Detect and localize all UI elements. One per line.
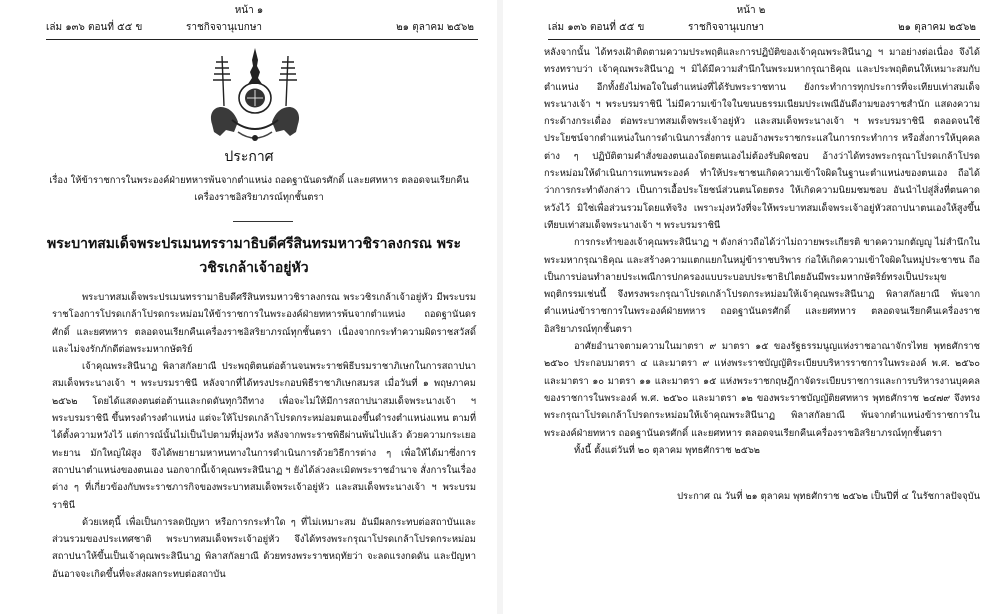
paragraph: ทั้งนี้ ตั้งแต่วันที่ ๒๐ ตุลาคม พุทธศักราช ๒๕๖๒ — [574, 444, 760, 456]
volume-issue: เล่ม ๑๓๖ ตอนที่ ๕๕ ข — [548, 22, 645, 33]
body-text — [52, 289, 476, 583]
title-divider — [233, 221, 293, 222]
gazette-name: ราชกิจจานุเบกษา — [688, 22, 765, 33]
paragraph: หลังจากนั้น ได้ทรงเฝ้าติดตามความประพฤติและการปฏิบัติของเจ้าคุณพระสินีนาฏ ฯ มาอย่างต่อเนื่อง จึงได้ทรงทราบว่า เจ้าคุณพระสินีนาฏ ฯ มิได้มีความสำนึกในพระมหากรุณาธิคุณ และประพฤติตนให้เหมาะสมกับตำแหน่ง อีกทั้งยังไม่พอใจในตำแหน่งที่ได้รับพระราชทาน ยังกระทำการทุกประการที่จะเทียบเท่าสมเด็จพระนางเจ้า ฯ พระบรมราชินี ไม่มีความเข้าใจในขนบธรรมเนียมประเพณีอันดีงามของราชสำนัก แสดงความกระด้างกระเดื่อง ต่อพระบาทสมเด็จพระเจ้าอยู่หัว และสมเด็จพระนางเจ้า ฯ พระบรมราชินี ตลอดจนใช้ประโยชน์จากตำแหน่งในการดำเนินการสั่งการ แอบอ้างพระราชกระแสในการกระทำการ หรือสั่งการให้บุคคลต่าง ๆ ปฏิบัติตามคำสั่งของตนเองโดยตนเองไม่ต้องรับผิดชอบ อ้างว่าได้ทรงพระกรุณาโปรดเกล้าโปรดกระหม่อมให้ดำเนินการแทนพระองค์ ทำให้ประชาชนเกิดความเข้าใจผิดในฐานะตำแหน่งของตนเอง ถือได้ว่าการกระทำดังกล่าว เป็นการเอื้อประโยชน์ส่วนตนโดยตรง ให้เกิดความนิยมชมชอบ อันนำไปสู่สิ่งที่ตนคาดหวังไว้ มิใช่เพื่อส่วนรวมโดยแท้จริง เพราะมุ่งหวังที่จะให้พระบาทสมเด็จพระเจ้าอยู่หัวสถาปนาตนเองให้สูงขึ้น เทียบเท่าสมเด็จพระนางเจ้า ฯ พระบรมราชินี — [544, 47, 980, 231]
royal-emblem-icon — [202, 46, 308, 144]
header-rule — [46, 39, 478, 40]
page-header — [8, 2, 490, 40]
king-title: พระบาทสมเด็จพระปรเมนทรรามาธิบดีศรีสินทรมหาวชิราลงกรณ พระวชิรเกล้าเจ้าอยู่หัว — [47, 236, 461, 276]
publication-date: ๒๑ ตุลาคม ๒๕๖๒ — [898, 22, 976, 33]
paragraph: ด้วยเหตุนี้ เพื่อเป็นการลดปัญหา หรือการกระทำใด ๆ ที่ไม่เหมาะสม อันมีผลกระทบต่อสถาบันและส่วนรวมของประเทศชาติ พระบาทสมเด็จพระเจ้าอยู่หัว จึงได้ทรงพระกรุณาโปรดเกล้าโปรดกระหม่อมสถาปนาให้ขึ้นเป็นเจ้าคุณพระสินีนาฏ พิลาสกัลยาณี ด้วยทรงพระราชหฤทัยว่า จะลดแรงกดดัน และปัญหาอันอาจจะเกิดขึ้นที่จะส่งผลกระทบต่อสถาบัน — [52, 516, 476, 580]
header-row — [46, 20, 478, 36]
page-number: หน้า ๑ — [234, 5, 264, 16]
page-gutter — [497, 0, 503, 614]
gazette-name: ราชกิจจานุเบกษา — [186, 22, 263, 33]
body-text — [544, 44, 980, 459]
header-rule — [548, 39, 980, 40]
paragraph: เจ้าคุณพระสินีนาฏ พิลาสกัลยาณี ประพฤติตนต่อต้านจนพระราชพิธีบรมราชาภิเษกในการสถาปนาสมเด็จพระนางเจ้า ฯ พระบรมราชินี หลังจากที่ได้ทรงประกอบพิธีราชาภิเษกสมรส เมื่อวันที่ ๑ พฤษภาคม ๒๕๖๒ โดยได้แสดงตนต่อต้านและกดดันทุกวิถีทาง เพื่อจะไม่ให้มีการสถาปนาสมเด็จพระนางเจ้า ฯ พระบรมราชินี ขึ้นทรงดำรงตำแหน่ง แต่จะให้โปรดเกล้าโปรดกระหม่อมตนเองขึ้นดำรงตำแหน่งแทน ตามที่ได้ตั้งความหวังไว้ แต่การณ์นั้นไม่เป็นไปตามที่มุ่งหวัง หลังจากพระราชพิธีผ่านพ้นไปแล้ว ด้วยความกระเยอทะยาน มักใหญ่ใฝ่สูง จึงได้พยายามหาหนทางในการดำเนินการด้วยวิธีการต่าง ๆ เพื่อให้ได้มาซึ่งการสถาปนาตำแหน่งของตนเอง นอกจากนี้เจ้าคุณพระสินีนาฏ ฯ ยังได้ล่วงละเมิดพระราชอำนาจ สั่งการในเรื่องต่าง ๆ ที่เกี่ยวข้องกับพระราชภารกิจของพระบาทสมเด็จพระเจ้าอยู่หัว และสมเด็จพระนางเจ้า ฯ พระบรมราชินี — [52, 361, 476, 511]
page-header — [510, 2, 992, 40]
paragraph: อาศัยอำนาจตามความในมาตรา ๙ มาตรา ๑๕ ของรัฐธรรมนูญแห่งราชอาณาจักรไทย พุทธศักราช ๒๕๖๐ ประกอบมาตรา ๔ และมาตรา ๙ แห่งพระราชบัญญัติระเบียบบริหารราชการในพระองค์ พ.ศ. ๒๕๖๐ และมาตรา ๑๐ มาตรา ๑๑ และมาตรา ๑๕ แห่งพระราชกฤษฎีกาจัดระเบียบราชการและการบริหารงานบุคคลของราชการในพระองค์ พ.ศ. ๒๕๖๐ และมาตรา ๑๒ ของพระราชบัญญัติยศทหาร พุทธศักราช ๒๔๗๙ จึงทรงพระกรุณาโปรดเกล้าโปรดกระหม่อมให้เจ้าคุณพระสินีนาฏ พิลาสกัลยาณี พ้นจากตำแหน่งข้าราชการในพระองค์ฝ่ายทหาร ถอดฐานันดรศักดิ์ และยศทหาร ตลอดจนเรียกคืนเครื่องราชอิสริยาภรณ์ทุกชั้นตรา — [544, 341, 980, 439]
header-row — [548, 20, 980, 36]
gazette-page-1 — [8, 0, 490, 614]
page-number: หน้า ๒ — [736, 5, 766, 16]
publication-date: ๒๑ ตุลาคม ๒๕๖๒ — [396, 22, 474, 33]
gazette-page-2 — [510, 0, 992, 614]
paragraph: พระบาทสมเด็จพระปรเมนทรรามาธิบดีศรีสินทรมหาวชิราลงกรณ พระวชิรเกล้าเจ้าอยู่หัว มีพระบรมราชโองการโปรดเกล้าโปรดกระหม่อมให้ข้าราชการในพระองค์ฝ่ายทหารพ้นจากตำแหน่ง ถอดฐานันดรศักดิ์ และยศทหาร ตลอดจนเรียกคืนเครื่องราชอิสริยาภรณ์ทุกชั้นตรา เนื่องจากกระทำความผิดราชสวัสดิ์ และไม่จงรักภักดีต่อพระมหากษัตริย์ — [52, 292, 476, 355]
announcement-subject: เรื่อง ให้ข้าราชการในพระองค์ฝ่ายทหารพ้นจากตำแหน่ง ถอดฐานันดรศักดิ์ และยศทหาร ตลอดจนเรียกคืนเครื่องราชอิสริยาภรณ์ทุกชั้นตรา — [49, 175, 469, 203]
volume-issue: เล่ม ๑๓๖ ตอนที่ ๕๕ ข — [46, 22, 143, 33]
announcement-title: ประกาศ — [224, 149, 274, 165]
paragraph: การกระทำของเจ้าคุณพระสินีนาฏ ฯ ดังกล่าวถือได้ว่าไม่ถวายพระเกียรติ ขาดความกตัญญู ไม่สำนึกในพระมหากรุณาธิคุณ และสร้างความแตกแยกในหมู่ข้าราชบริพาร ก่อให้เกิดความเข้าใจผิดในหมู่ประชาชน ถือเป็นการบ่อนทำลายประเพณีการปกครองแบบระบอบประชาธิปไตยอันมีพระมหากษัตริย์ทรงเป็นประมุข พฤติกรรมเช่นนี้ จึงทรงพระกรุณาโปรดเกล้าโปรดกระหม่อมให้เจ้าคุณพระสินีนาฏ พิลาสกัลยาณี พ้นจากตำแหน่งข้าราชการในพระองค์ฝ่ายทหาร ถอดฐานันดรศักดิ์ และยศทหาร ตลอดจนเรียกคืนเครื่องราชอิสริยาภรณ์ทุกชั้นตรา — [544, 237, 980, 335]
announcement-signoff: ประกาศ ณ วันที่ ๒๑ ตุลาคม พุทธศักราช ๒๕๖๒ เป็นปีที่ ๔ ในรัชกาลปัจจุบัน — [677, 491, 980, 502]
